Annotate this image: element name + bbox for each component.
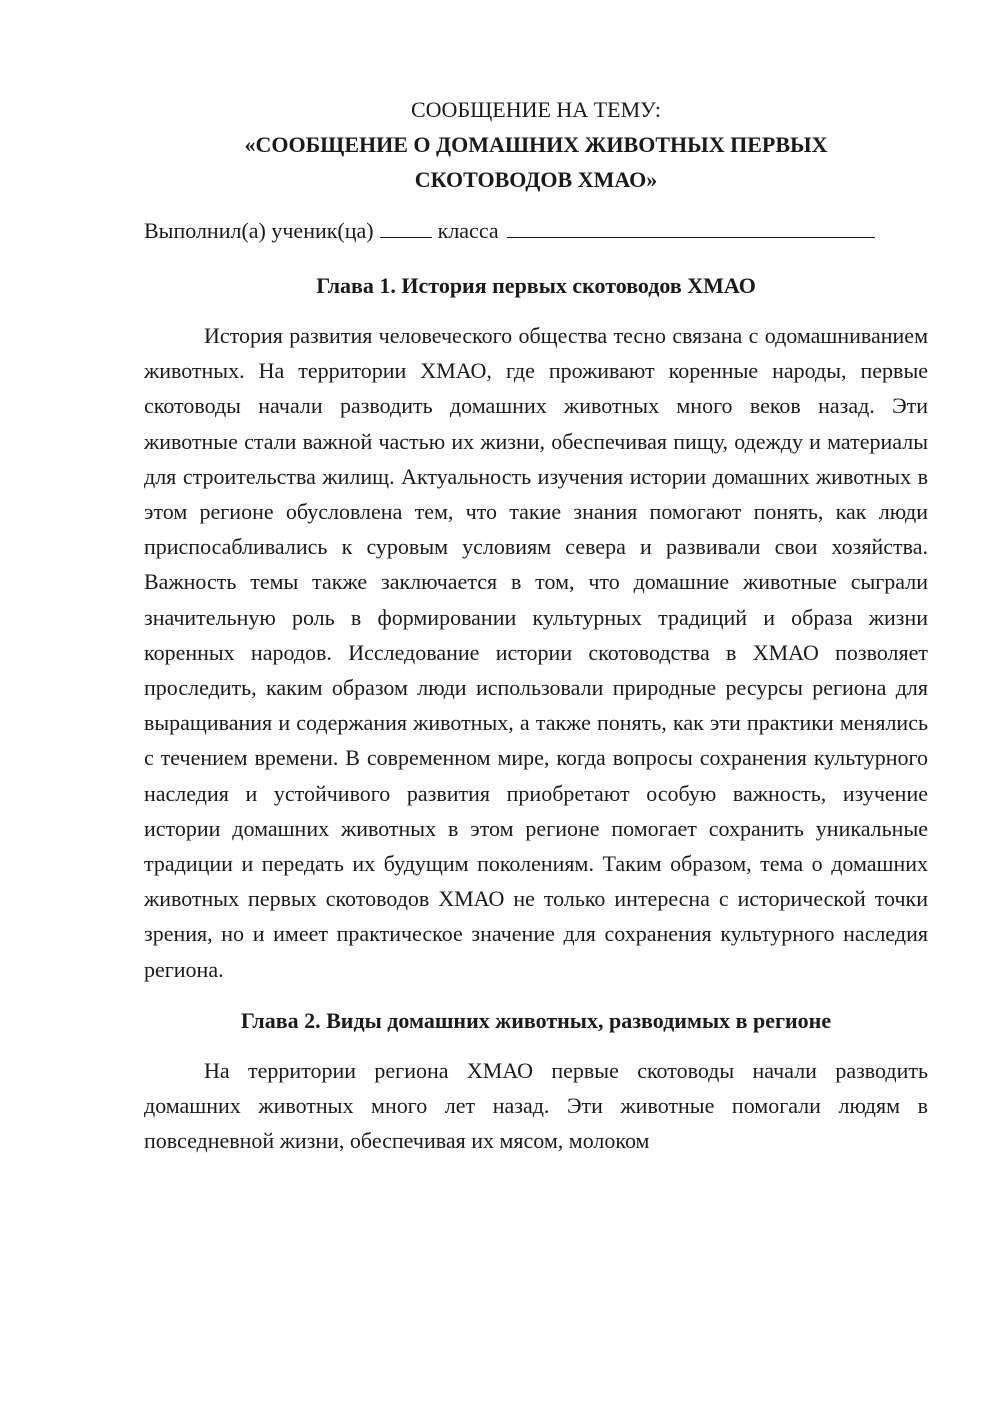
chapter-1-paragraph: История развития человеческого общества тесно связана с одомашниванием животных. На территории ХМАО, где проживают коренные народы, первые скотоводы начали разводить домашних животных много веков назад. Эти животные стали важной частью их жизни, обеспечивая пищу, одежду и материалы для строительства жилищ. Актуальность изучения истории домашних животных в этом регионе обусловлена тем, что такие знания помогают понять, как люди приспосабливались к суровым условиям севера и развивали свои хозяйства. Важность темы также заключается в том, что домашние животные сыграли значительную роль в формировании культурных традиций и образа жизни коренных народов. Исследование истории скотоводства в ХМАО позволяет проследить, каким образом люди использовали природные ресурсы региона для выращивания и содержания животных, а также понять, как эти практики менялись с течением времени. В современном мире, когда вопросы сохранения культурного наследия и устойчивого развития приобретают особую важность, изучение истории домашних животных в этом регионе помогает сохранить уникальные традиции и передать их будущим поколениям. Таким образом, тема о домашних животных первых скотоводов ХМАО не только интересна с исторической точки зрения, но и имеет практическое значение для сохранения культурного наследия региона. bbox=[144, 323, 928, 982]
chapter-2-title: Глава 2. Виды домашних животных, разводимых в регионе bbox=[240, 1007, 832, 1033]
author-class-word: класса bbox=[437, 218, 499, 243]
title-line-1: «СООБЩЕНИЕ О ДОМАШНИХ ЖИВОТНЫХ ПЕРВЫХ bbox=[244, 132, 828, 157]
chapter-2-paragraph: На территории региона ХМАО первые скотоводы начали разводить домашних животных много лет назад. Эти животные помогали людям в повседневной жизни, обеспечивая их мясом, молоком bbox=[144, 1057, 928, 1154]
name-blank bbox=[507, 217, 875, 238]
title-line-2: СКОТОВОДОВ ХМАО» bbox=[414, 167, 658, 192]
document-page bbox=[144, 92, 928, 1158]
chapter-1-title: Глава 1. История первых скотоводов ХМАО bbox=[316, 273, 756, 298]
topic-label: СООБЩЕНИЕ НА ТЕМУ: bbox=[411, 97, 661, 122]
grade-blank bbox=[380, 217, 432, 238]
author-prefix: Выполнил(а) ученик(ца) bbox=[144, 218, 374, 243]
author-line bbox=[144, 213, 928, 248]
